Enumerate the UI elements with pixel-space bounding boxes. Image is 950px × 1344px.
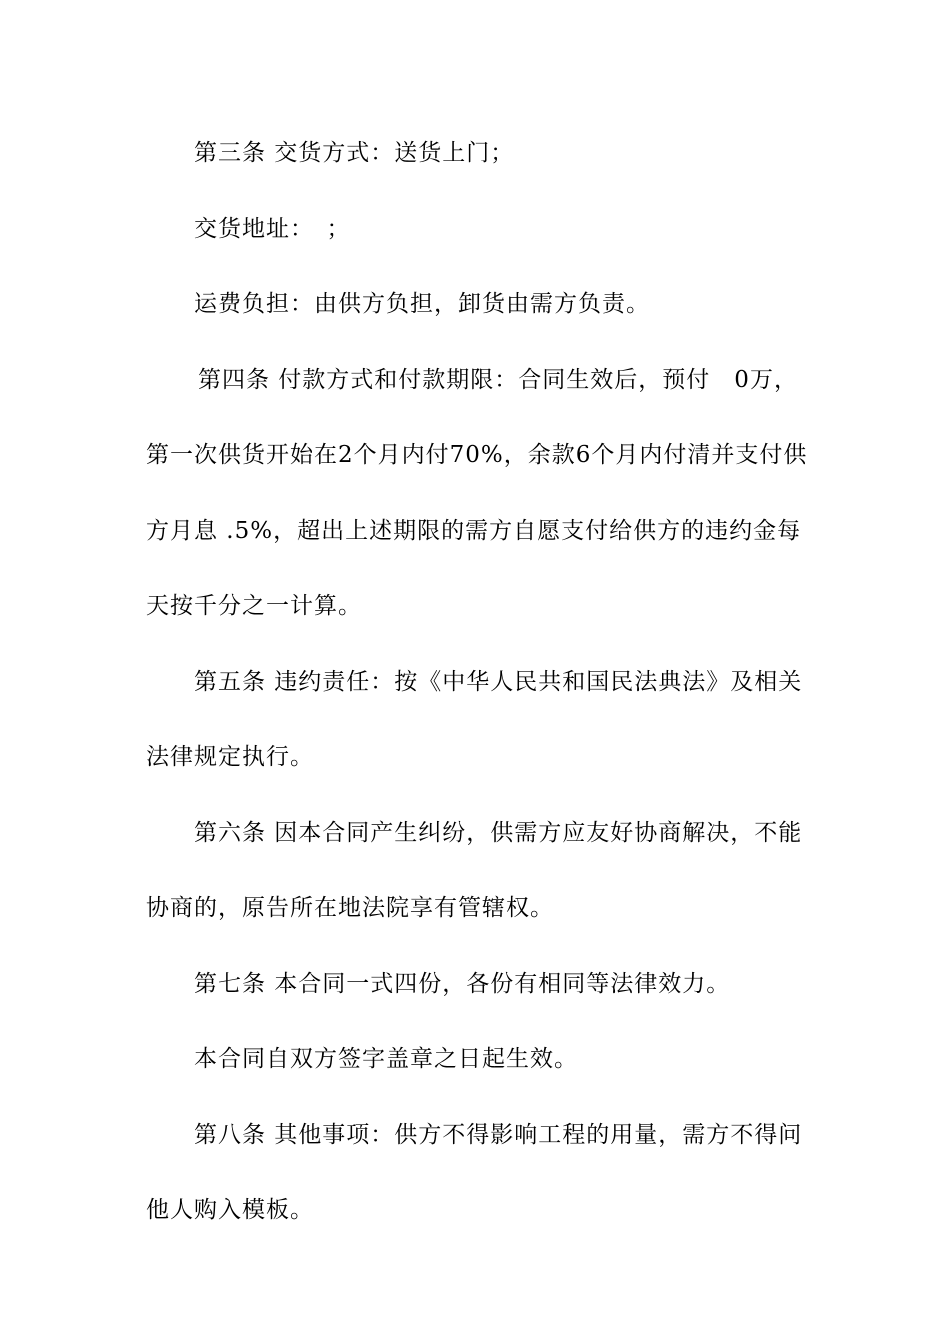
- article-4-payment-line-1: 第四条 付款方式和付款期限：合同生效后，预付 0万，: [198, 366, 798, 393]
- article-7-copies: 第七条 本合同一式四份，各份有相同等法律效力。: [194, 970, 731, 997]
- article-8-other-line-2: 他人购入模板。: [146, 1197, 314, 1223]
- delivery-address: 交货地址： ；: [194, 215, 351, 242]
- contract-text: [146, 128, 816, 1261]
- article-6-disputes-line-1: 第六条 因本合同产生纠纷，供需方应友好协商解决，不能: [194, 819, 803, 846]
- article-4-payment-line-3: 方月息 .5%，超出上述期限的需方自愿支付给供方的违约金每: [146, 517, 802, 544]
- freight-responsibility: 运费负担：由供方负担，卸货由需方负责。: [194, 291, 650, 317]
- article-3-delivery-method: 第三条 交货方式：送货上门；: [194, 140, 515, 166]
- contract-effective: 本合同自双方签字盖章之日起生效。: [194, 1046, 578, 1072]
- article-4-payment-line-2: 第一次供货开始在2个月内付70%，余款6个月内付清并支付供: [146, 442, 808, 468]
- article-4-payment-line-4: 天按千分之一计算。: [146, 593, 362, 619]
- article-6-disputes-line-2: 协商的，原告所在地法院享有管辖权。: [146, 895, 554, 921]
- article-5-liability-line-1: 第五条 违约责任：按《中华人民共和国民法典法》及相关: [194, 668, 803, 695]
- article-8-other-line-1: 第八条 其他事项：供方不得影响工程的用量，需方不得问: [194, 1121, 803, 1148]
- article-5-liability-line-2: 法律规定执行。: [146, 744, 314, 770]
